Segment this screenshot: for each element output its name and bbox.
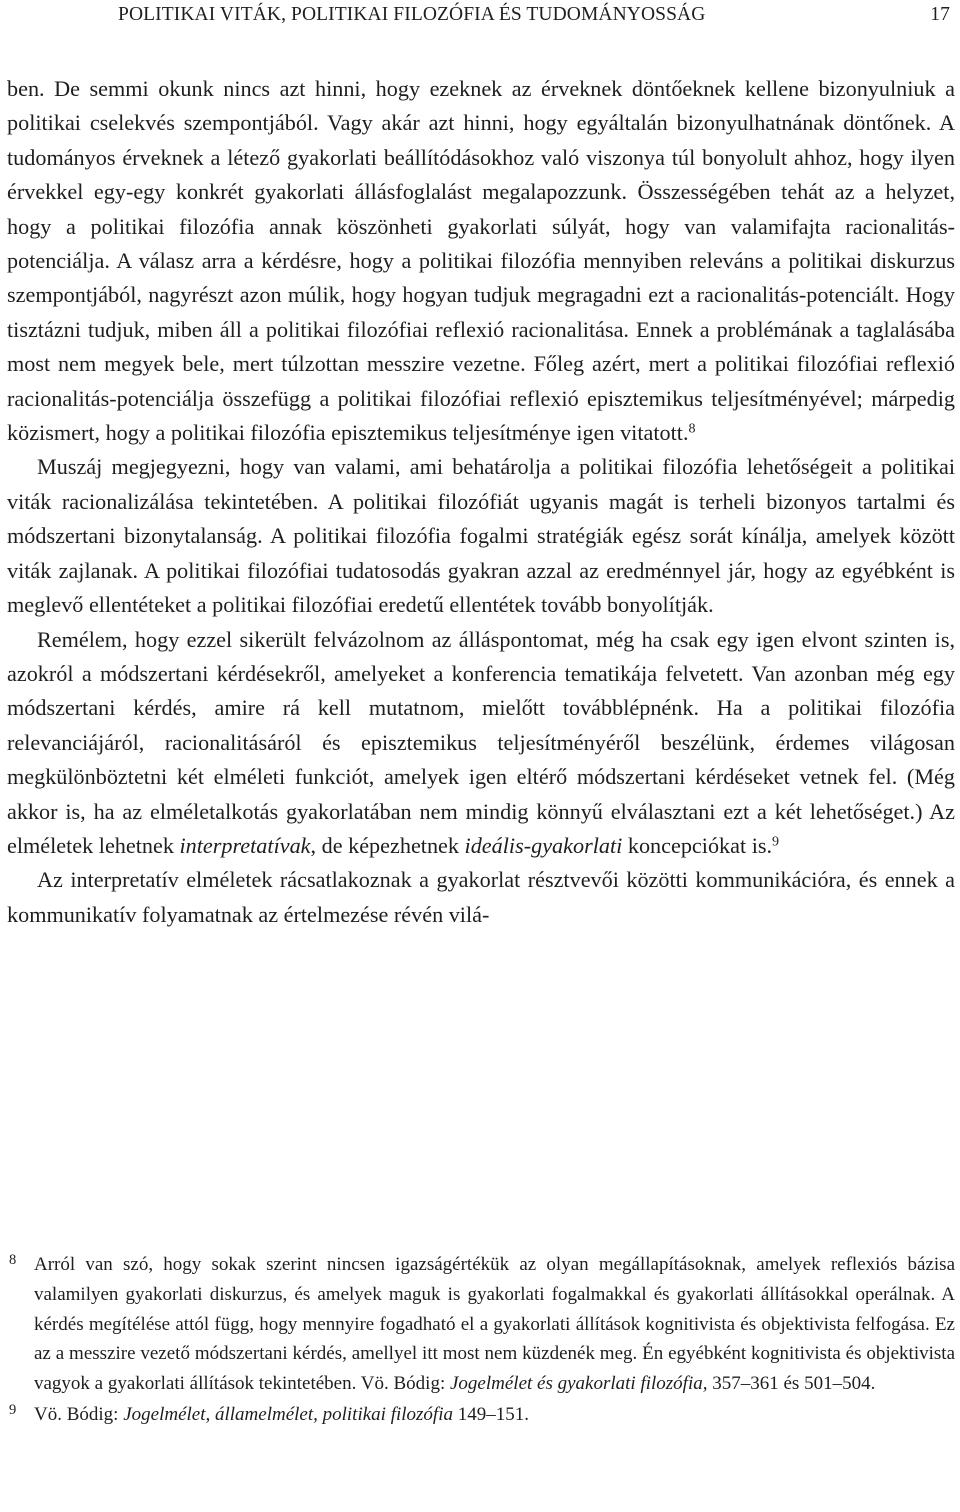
footnote-ref-8[interactable]: 8 (688, 421, 696, 437)
emphasis-idealis-gyakorlati: ideális-gyakorlati (464, 832, 623, 858)
emphasis-interpretativak: interpretatívak (179, 832, 311, 858)
paragraph-4: Az interpretatív elméletek rácsatlakoznak a gyakorlat résztvevői közötti kommunikációra, és ennek a kommunikatív folyamatnak az értelmezése révén vilá- (7, 867, 955, 927)
running-header (118, 4, 950, 34)
footnote-8 (7, 1250, 955, 1399)
footnote-text: Vö. Bódig: (34, 1403, 124, 1425)
paragraph-3-text-c: koncepciókat is. (622, 832, 773, 858)
paragraph-3-text-b: , de képezhetnek (310, 832, 465, 858)
main-text (7, 72, 955, 932)
paragraph-2: Muszáj megjegyezni, hogy van valami, ami behatárolja a politikai filozófia lehetőségeit a politikai viták racionalizálása tekintetében. A politikai filozófiát ugyanis magát is terheli bizonyos tartalmi és módszertani bizonytalanság. A politikai filozófia fogalmi stratégiák egész sorát kínálja, amelyek között viták zajlanak. A politikai filozófiai tudatosodás gyakran azzal az eredménnyel jár, hogy az egyébként is meglevő ellentéteket a politikai filozófiai eredetű ellentétek tovább bonyolítják. (7, 454, 955, 618)
running-title: POLITIKAI VITÁK, POLITIKAI FILOZÓFIA ÉS TUDOMÁNYOSSÁG (118, 4, 706, 25)
footnote-number: 9 (9, 1401, 17, 1418)
footnote-number: 8 (9, 1252, 17, 1268)
footnote-pages: 149–151. (453, 1403, 529, 1425)
footnote-9 (7, 1400, 955, 1430)
footnote-cited-title: Jogelmélet, államelmélet, politikai filozófia (123, 1403, 453, 1425)
paragraph-3 (7, 623, 955, 864)
page-number: 17 (930, 4, 950, 25)
footnote-cited-title: Jogelmélet és gyakorlati filozófia, (449, 1373, 708, 1395)
footnote-ref-9[interactable]: 9 (772, 834, 780, 850)
footnote-text: Arról van szó, hogy sokak szerint nincsen igazságértékük az olyan megállapításoknak, amelyek reflexiós bázisa valamilyen gyakorlati diskurzus, és amelyek maguk is gyakorlati fogalmakkal és gyakorlati állításokkal operálnak. A kérdés megítélése attól függ, hogy mennyire fogadható el a gyakorlati állítások kognitivista és objektivista felfogása. Ez az a messzire vezető módszertani kérdés, amellyel itt most nem küzdenék meg. Én egyébként kognitivista és objektivista vagyok a gyakorlati állítások tekintetében. Vö. Bódig: (34, 1254, 955, 1395)
paragraph-1 (7, 72, 955, 450)
paragraph-1-text: ben. De semmi okunk nincs azt hinni, hogy ezeknek az érveknek döntőeknek kellene bizonyulniuk a politikai cselekvés szempontjából. Vagy akár azt hinni, hogy egyáltalán bizonyulhatnának döntőnek. A tudományos érveknek a létező gyakorlati beállítódásokhoz való viszonya túl bonyolult ahhoz, hogy ilyen érvekkel egy-egy konkrét gyakorlati állásfoglalást megalapozzunk. Összességében tehát az a helyzet, hogy a politikai filozófia annak köszönheti gyakorlati súlyát, hogy van valamifajta racionalitás-potenciálja. A válasz arra a kérdésre, hogy a politikai filozófia mennyiben releváns a politikai diskurzus szempontjából, nagyrészt azon múlik, hogy hogyan tudjuk megragadni ezt a racionalitás-potenciált. Hogy tisztázni tudjuk, miben áll a politikai filozófiai reflexió racionalitása. Ennek a problémának a taglalásába most nem megyek bele, mert túlzottan messzire vezetne. Főleg azért, mert a politikai filozófiai reflexió racionalitás-potenciálja összefügg a politikai filozófiai reflexió episztemikus teljesítményével; márpedig közismert, hogy a politikai filozófia episztemikus teljesítménye igen vitatott. (7, 76, 955, 446)
paragraph-3-text-a: Remélem, hogy ezzel sikerült felvázolnom az álláspontomat, még ha csak egy igen elvont szinten is, azokról a módszertani kérdésekről, amelyeket a konferencia tematikája felvetett. Van azonban még egy módszertani kérdés, amire rá kell mutatnom, mielőtt továbblépnénk. Ha a politikai filozófia relevanciájáról, racionalitásáról és episztemikus teljesítményéről beszélünk, érdemes világosan megkülönböztetni két elméleti funkciót, amelyek igen eltérő módszertani kérdéseket vetnek fel. (Még akkor is, ha az elméletalkotás gyakorlatában nem mindig könnyű elválasztani ezt a két lehetőséget.) Az elméletek lehetnek (7, 626, 955, 858)
footnotes (7, 1250, 955, 1430)
footnote-pages: 357–361 és 501–504. (707, 1373, 876, 1395)
